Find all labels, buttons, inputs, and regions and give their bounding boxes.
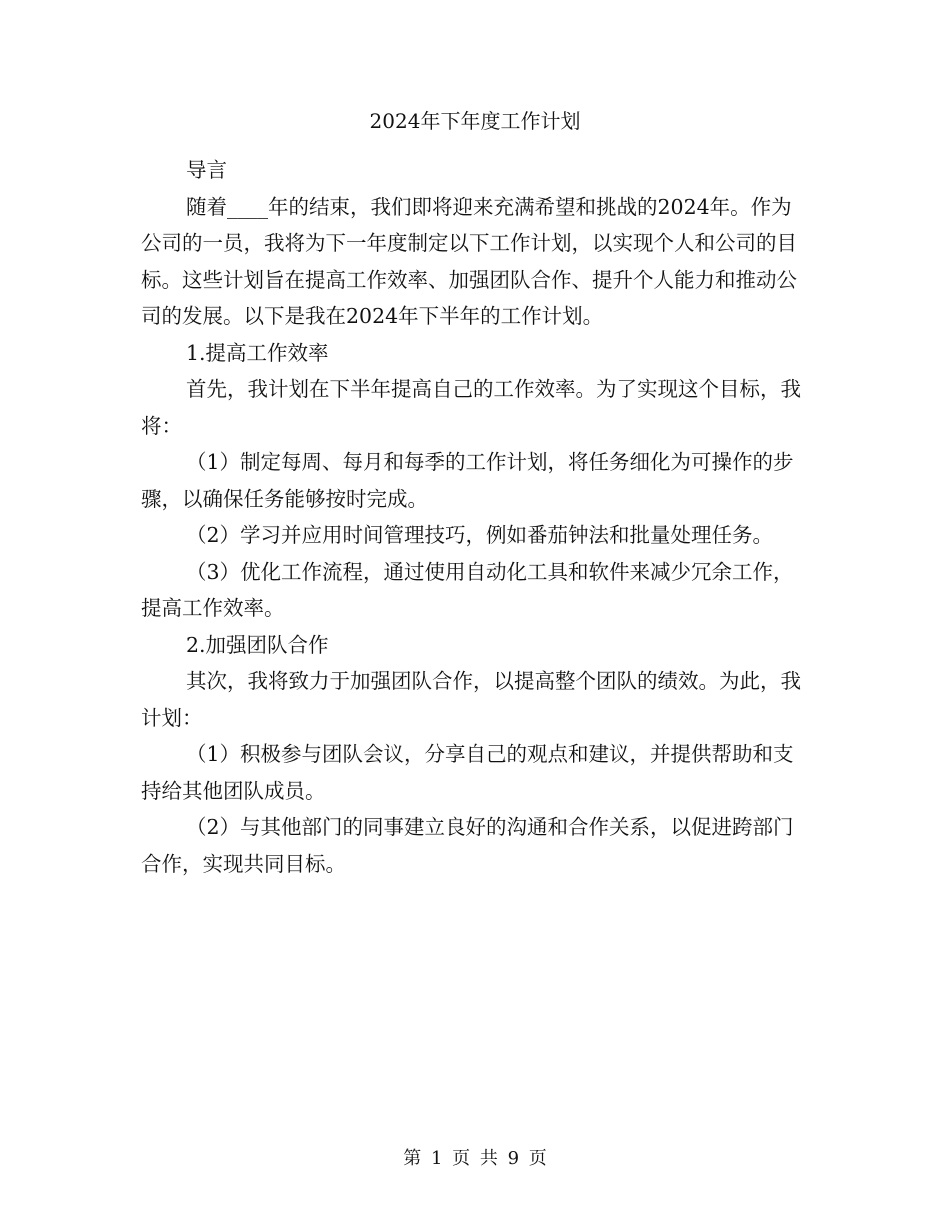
paragraph-teamwork: 其次，我将致力于加强团队合作，以提高整个团队的绩效。为此，我计划： (141, 669, 801, 730)
paragraph-intro: 随着____年的结束，我们即将迎来充满希望和挑战的2024年。作为公司的一员，我将为下一年度制定以下工作计划，以实现个人和公司的目标。这些计划旨在提高工作效率、加强团队合作、提升个人能力和推动公司的发展。以下是我在2024年下半年的工作计划。 (141, 194, 797, 328)
list-item-teamwork-2: （2）与其他部门的同事建立良好的沟通和合作关系，以促进跨部门合作，实现共同目标。 (141, 815, 794, 876)
section-heading-efficiency: 1.提高工作效率 (186, 340, 329, 365)
section-heading-teamwork: 2.加强团队合作 (186, 632, 329, 657)
section-heading-intro: 导言 (186, 158, 227, 182)
page-number-footer: 第 1 页 共 9 页 (403, 1148, 547, 1169)
document-body (141, 152, 811, 882)
list-item-efficiency-2: （2）学习并应用时间管理技巧，例如番茄钟法和批量处理任务。 (186, 523, 774, 547)
list-item-efficiency-1: （1）制定每周、每月和每季的工作计划，将任务细化为可操作的步骤，以确保任务能够按时完成。 (141, 450, 794, 511)
paragraph-efficiency: 首先，我计划在下半年提高自己的工作效率。为了实现这个目标，我将： (141, 377, 801, 438)
document-title: 2024年下年度工作计划 (369, 109, 581, 133)
list-item-teamwork-1: （1）积极参与团队会议，分享自己的观点和建议，并提供帮助和支持给其他团队成员。 (141, 742, 794, 803)
list-item-efficiency-3: （3）优化工作流程，通过使用自动化工具和软件来减少冗余工作，提高工作效率。 (141, 559, 794, 620)
